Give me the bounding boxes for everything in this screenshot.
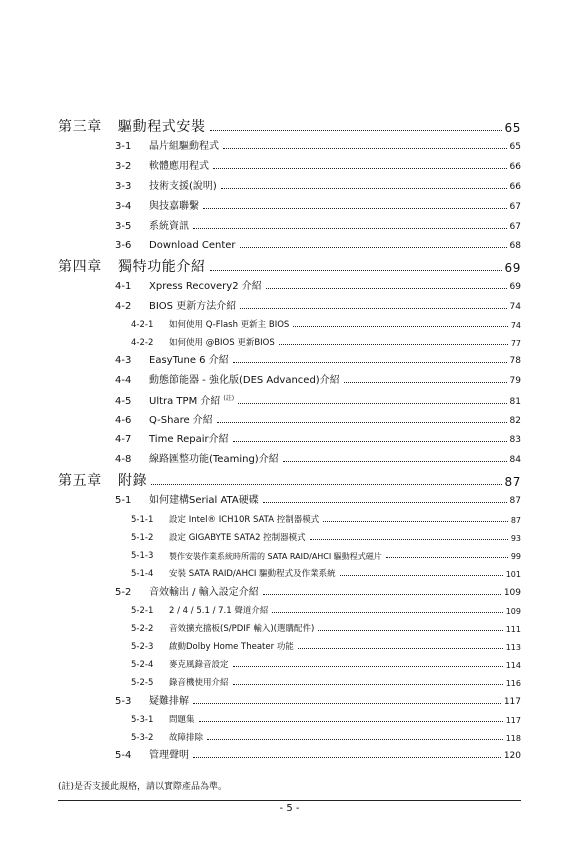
toc-page: 87 xyxy=(510,515,521,525)
toc-entry[interactable] xyxy=(115,182,521,192)
toc-page: 109 xyxy=(503,588,521,598)
dot-leader xyxy=(266,288,507,289)
dot-leader xyxy=(210,270,502,271)
dot-leader xyxy=(221,188,507,189)
dot-leader xyxy=(263,594,501,595)
toc-number: 第三章 xyxy=(58,119,102,135)
toc-number: 4-7 xyxy=(115,434,132,445)
toc-page: 109 xyxy=(505,606,521,616)
toc-number: 3-2 xyxy=(115,161,132,172)
toc-entry[interactable] xyxy=(115,142,521,152)
toc-entry[interactable] xyxy=(115,222,521,232)
toc-page: 78 xyxy=(509,356,521,366)
toc-page: 67 xyxy=(509,202,521,212)
toc-title: 麥克風錄音設定 xyxy=(169,660,229,670)
toc-title: 錄音機使用介紹 xyxy=(169,678,229,688)
dot-leader xyxy=(298,648,503,649)
toc-page: 77 xyxy=(510,338,521,348)
dot-leader xyxy=(293,326,508,327)
toc-title: EasyTune 6 介紹 xyxy=(149,355,229,366)
toc-page: 67 xyxy=(509,222,521,232)
toc-page: 69 xyxy=(509,282,521,292)
toc-number: 4-2-1 xyxy=(131,320,154,330)
toc-number: 5-2 xyxy=(115,587,132,598)
dot-leader xyxy=(263,502,507,503)
toc-number: 5-1-4 xyxy=(131,569,154,579)
toc-title: Download Center xyxy=(149,240,236,251)
toc-title: 安裝 SATA RAID/AHCI 驅動程式及作業系統 xyxy=(169,569,336,579)
toc-entry[interactable] xyxy=(115,241,521,251)
toc-page: 117 xyxy=(505,715,521,725)
toc-page: 99 xyxy=(510,551,521,561)
toc-page: 87 xyxy=(504,475,521,489)
toc-entry[interactable] xyxy=(131,734,521,743)
toc-title: 音效輸出 / 輸入設定介紹 xyxy=(149,587,259,598)
toc-number: 5-1 xyxy=(115,495,132,506)
toc-title: 線路匯整功能(Teaming)介紹 xyxy=(149,454,279,465)
toc-entry[interactable] xyxy=(115,588,521,598)
dot-leader xyxy=(340,575,503,576)
toc-entry[interactable] xyxy=(115,455,521,465)
footnote: (註)是否支援此規格，請以實際產品為準。 xyxy=(58,782,228,792)
toc-entry[interactable] xyxy=(115,416,521,426)
toc-title: 製作安裝作業系統時所需的 SATA RAID/AHCI 驅動程式磁片 xyxy=(169,551,382,561)
toc-number: 5-2-4 xyxy=(131,660,154,670)
toc-page: 68 xyxy=(509,241,521,251)
toc-page: 84 xyxy=(509,455,521,465)
toc-page: 74 xyxy=(510,320,521,330)
toc-page: 83 xyxy=(509,435,521,445)
toc-page: 101 xyxy=(505,569,521,579)
toc-title: 啟動Dolby Home Theater 功能 xyxy=(169,642,294,652)
toc-entry[interactable] xyxy=(115,356,521,366)
toc-title: 附錄 xyxy=(118,473,148,489)
toc-title xyxy=(149,396,234,407)
dot-leader xyxy=(151,484,501,485)
toc-number: 5-2-2 xyxy=(131,624,154,634)
dot-leader xyxy=(210,130,502,131)
toc-page: 74 xyxy=(509,302,521,312)
toc-entry[interactable] xyxy=(115,162,521,172)
toc-title: 設定 GIGABYTE SATA2 控制器模式 xyxy=(169,533,306,543)
toc-number: 3-5 xyxy=(115,221,132,232)
toc-entry[interactable] xyxy=(58,260,521,274)
dot-leader xyxy=(240,308,506,309)
dot-leader xyxy=(318,630,502,631)
toc-number: 5-1-2 xyxy=(131,533,154,543)
dot-leader xyxy=(283,461,507,462)
toc-page: 116 xyxy=(505,678,521,688)
dot-leader xyxy=(207,739,503,740)
toc-title: Xpress Recovery2 介紹 xyxy=(149,281,262,292)
toc-number: 3-1 xyxy=(115,141,132,152)
toc-number: 4-2-2 xyxy=(131,338,154,348)
dot-leader xyxy=(233,684,503,685)
toc-number: 第四章 xyxy=(58,259,102,275)
toc-entry[interactable] xyxy=(115,751,521,761)
footer-divider xyxy=(58,800,521,801)
toc-entry[interactable] xyxy=(131,607,521,616)
dot-leader xyxy=(199,721,503,722)
toc-title: 晶片組驅動程式 xyxy=(149,141,219,152)
toc-title: 動態節能器 - 強化版(DES Advanced)介紹 xyxy=(149,375,340,386)
toc-entry[interactable] xyxy=(58,474,521,488)
toc-title: 2 / 4 / 5.1 / 7.1 聲道介紹 xyxy=(169,606,269,616)
toc-title: BIOS 更新方法介紹 xyxy=(149,301,237,312)
dot-leader xyxy=(323,521,508,522)
toc-page: 114 xyxy=(505,660,521,670)
toc-title-text: Ultra TPM 介紹 xyxy=(149,396,221,407)
toc-page: 81 xyxy=(509,397,521,407)
toc-page: 82 xyxy=(509,416,521,426)
toc-number: 5-3 xyxy=(115,696,132,707)
toc-page: 118 xyxy=(505,733,521,743)
toc-number: 3-4 xyxy=(115,201,132,212)
toc-entry[interactable] xyxy=(115,202,521,212)
toc-entry[interactable] xyxy=(115,697,521,707)
toc-entry[interactable] xyxy=(131,339,521,348)
toc-page: 87 xyxy=(509,496,521,506)
toc-number: 5-1-1 xyxy=(131,515,154,525)
toc-number: 3-6 xyxy=(115,240,132,251)
toc-title: 如何使用 @BIOS 更新BIOS xyxy=(169,338,275,348)
page-number: - 5 - xyxy=(279,803,300,814)
toc-title: 故障排除 xyxy=(169,733,204,743)
toc-title: 系統資訊 xyxy=(149,221,189,232)
note-marker: (註) xyxy=(223,395,235,402)
toc-page: 69 xyxy=(504,261,521,275)
toc-entry[interactable] xyxy=(131,625,521,634)
toc-number: 4-5 xyxy=(115,396,132,407)
toc-number: 4-2 xyxy=(115,301,132,312)
toc-entry[interactable] xyxy=(115,396,521,407)
toc-entry[interactable] xyxy=(131,643,521,652)
toc-entry[interactable] xyxy=(115,376,521,386)
toc-title: 獨特功能介紹 xyxy=(118,259,206,275)
dot-leader xyxy=(193,703,501,704)
toc-entry[interactable] xyxy=(131,321,521,330)
toc-number: 5-4 xyxy=(115,750,132,761)
toc-number: 4-4 xyxy=(115,375,132,386)
toc-title: 音效擴充擋板(S/PDIF 輸入)(選購配件) xyxy=(169,624,315,634)
dot-leader xyxy=(203,208,507,209)
dot-leader xyxy=(279,344,508,345)
toc-number: 第五章 xyxy=(58,473,102,489)
toc-entry[interactable] xyxy=(131,716,521,725)
toc-page: 79 xyxy=(509,376,521,386)
toc-entry[interactable] xyxy=(115,282,521,292)
toc-title: 問題集 xyxy=(169,715,195,725)
toc-entry[interactable] xyxy=(131,534,521,543)
toc-number: 4-6 xyxy=(115,415,132,426)
toc-number: 5-3-1 xyxy=(131,715,154,725)
toc-entry[interactable] xyxy=(131,516,521,525)
dot-leader xyxy=(386,557,508,558)
dot-leader xyxy=(238,403,506,404)
toc-title: 設定 Intel® ICH10R SATA 控制器模式 xyxy=(169,515,320,525)
toc-number: 4-3 xyxy=(115,355,132,366)
dot-leader xyxy=(213,168,507,169)
toc-page: 111 xyxy=(505,624,521,634)
toc-page: 65 xyxy=(504,121,521,135)
toc-number: 5-2-1 xyxy=(131,606,154,616)
toc-title: 疑難排解 xyxy=(149,696,189,707)
dot-leader xyxy=(193,757,501,758)
toc-title: Q-Share 介紹 xyxy=(149,415,213,426)
toc-title: 管理聲明 xyxy=(149,750,189,761)
toc-title: 與技嘉聯繫 xyxy=(149,201,199,212)
toc-entry[interactable] xyxy=(131,679,521,688)
toc-number: 5-3-2 xyxy=(131,733,154,743)
toc-number: 5-2-3 xyxy=(131,642,154,652)
toc-page: 113 xyxy=(505,642,521,652)
dot-leader xyxy=(217,422,507,423)
toc-entry[interactable] xyxy=(115,496,521,506)
toc-page: 93 xyxy=(510,533,521,543)
toc-page: 66 xyxy=(509,182,521,192)
toc-title: 軟體應用程式 xyxy=(149,161,209,172)
dot-leader xyxy=(310,539,508,540)
dot-leader xyxy=(233,441,507,442)
toc-number: 4-8 xyxy=(115,454,132,465)
toc-entry[interactable] xyxy=(58,120,521,134)
toc-entry[interactable] xyxy=(131,661,521,670)
dot-leader xyxy=(240,247,507,248)
toc-title: 如何使用 Q-Flash 更新主 BIOS xyxy=(169,320,290,330)
dot-leader xyxy=(344,382,507,383)
toc-entry[interactable] xyxy=(131,570,521,579)
toc-number: 4-1 xyxy=(115,281,132,292)
toc-title: 驅動程式安裝 xyxy=(118,119,206,135)
toc-entry[interactable] xyxy=(115,302,521,312)
toc-entry[interactable] xyxy=(131,552,521,561)
dot-leader xyxy=(272,612,502,613)
dot-leader xyxy=(233,362,507,363)
toc-number: 3-3 xyxy=(115,181,132,192)
toc-page: 120 xyxy=(503,751,521,761)
dot-leader xyxy=(233,666,503,667)
toc-title: Time Repair介紹 xyxy=(149,434,229,445)
dot-leader xyxy=(193,228,507,229)
toc-number: 5-2-5 xyxy=(131,678,154,688)
toc-page: 65 xyxy=(509,142,521,152)
toc-page: 66 xyxy=(509,162,521,172)
toc-entry[interactable] xyxy=(115,435,521,445)
toc-title: 如何建構Serial ATA硬碟 xyxy=(149,495,259,506)
toc-number: 5-1-3 xyxy=(131,551,154,561)
toc-page: 117 xyxy=(503,697,521,707)
dot-leader xyxy=(223,148,507,149)
toc-title: 技術支援(說明) xyxy=(149,181,217,192)
